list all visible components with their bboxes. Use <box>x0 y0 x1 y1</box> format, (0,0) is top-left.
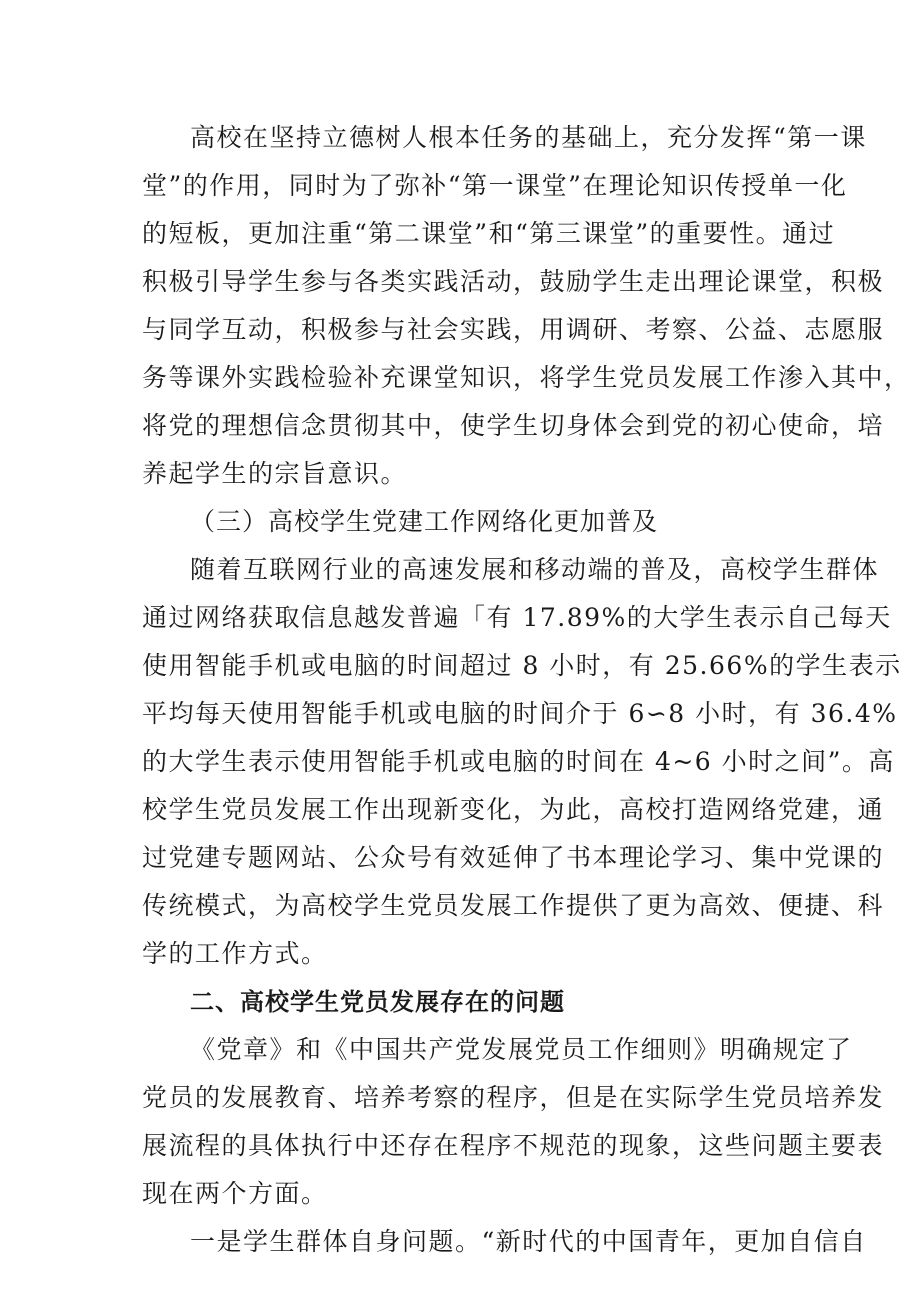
paragraph-line: 高校在坚持立德树人根本任务的基础上，充分发挥“第一课 <box>190 123 867 152</box>
paragraph-line: 的短板，更加注重“第二课堂”和“第三课堂”的重要性。通过 <box>142 219 836 248</box>
paragraph-line: 与同学互动，积极参与社会实践，用调研、考察、公益、志愿服 <box>142 315 885 344</box>
paragraph-line: 展流程的具体执行中还存在程序不规范的现象，这些问题主要表 <box>142 1131 885 1160</box>
paragraph-line: 学的工作方式。 <box>142 939 328 968</box>
section-subheading: （三）高校学生党建工作网络化更加普及 <box>190 507 659 536</box>
paragraph-line: 过党建专题网站、公众号有效延伸了书本理论学习、集中党课的 <box>142 843 885 872</box>
paragraph-line: 使用智能手机或电脑的时间超过 8 小时，有 25.66%的学生表示 <box>142 651 902 680</box>
paragraph-line: 积极引导学生参与各类实践活动，鼓励学生走出理论课堂，积极 <box>142 267 885 296</box>
paragraph-line: 平均每天使用智能手机或电脑的时间介于 6∽8 小时，有 36.4% <box>142 699 898 728</box>
paragraph-line: 传统模式，为高校学生党员发展工作提供了更为高效、便捷、科 <box>142 891 885 920</box>
paragraph-line: 现在两个方面。 <box>142 1179 328 1208</box>
paragraph-line: 养起学生的宗旨意识。 <box>142 459 408 488</box>
paragraph-line: 将党的理想信念贯彻其中，使学生切身体会到党的初心使命，培 <box>142 411 885 440</box>
section-heading: 二、高校学生党员发展存在的问题 <box>190 988 565 1016</box>
paragraph-line: 校学生党员发展工作出现新变化，为此，高校打造网络党建，通 <box>142 795 885 824</box>
paragraph-line: 务等课外实践检验补充课堂知识，将学生党员发展工作渗入其中， <box>142 363 911 392</box>
paragraph-line: 党员的发展教育、培养考察的程序，但是在实际学生党员培养发 <box>142 1083 885 1112</box>
paragraph-line: 一是学生群体自身问题。“新时代的中国青年，更加自信自 <box>190 1227 867 1256</box>
paragraph-line: 堂”的作用，同时为了弥补“第一课堂”在理论知识传授单一化 <box>142 171 848 200</box>
paragraph-line: 《党章》和《中国共产党发展党员工作细则》明确规定了 <box>190 1035 853 1064</box>
paragraph-line: 通过网络获取信息越发普遍「有 17.89%的大学生表示自己每天 <box>142 603 892 632</box>
paragraph-line: 的大学生表示使用智能手机或电脑的时间在 4~6 小时之间”。高 <box>142 747 895 776</box>
paragraph-line: 随着互联网行业的高速发展和移动端的普及，高校学生群体 <box>190 555 880 584</box>
